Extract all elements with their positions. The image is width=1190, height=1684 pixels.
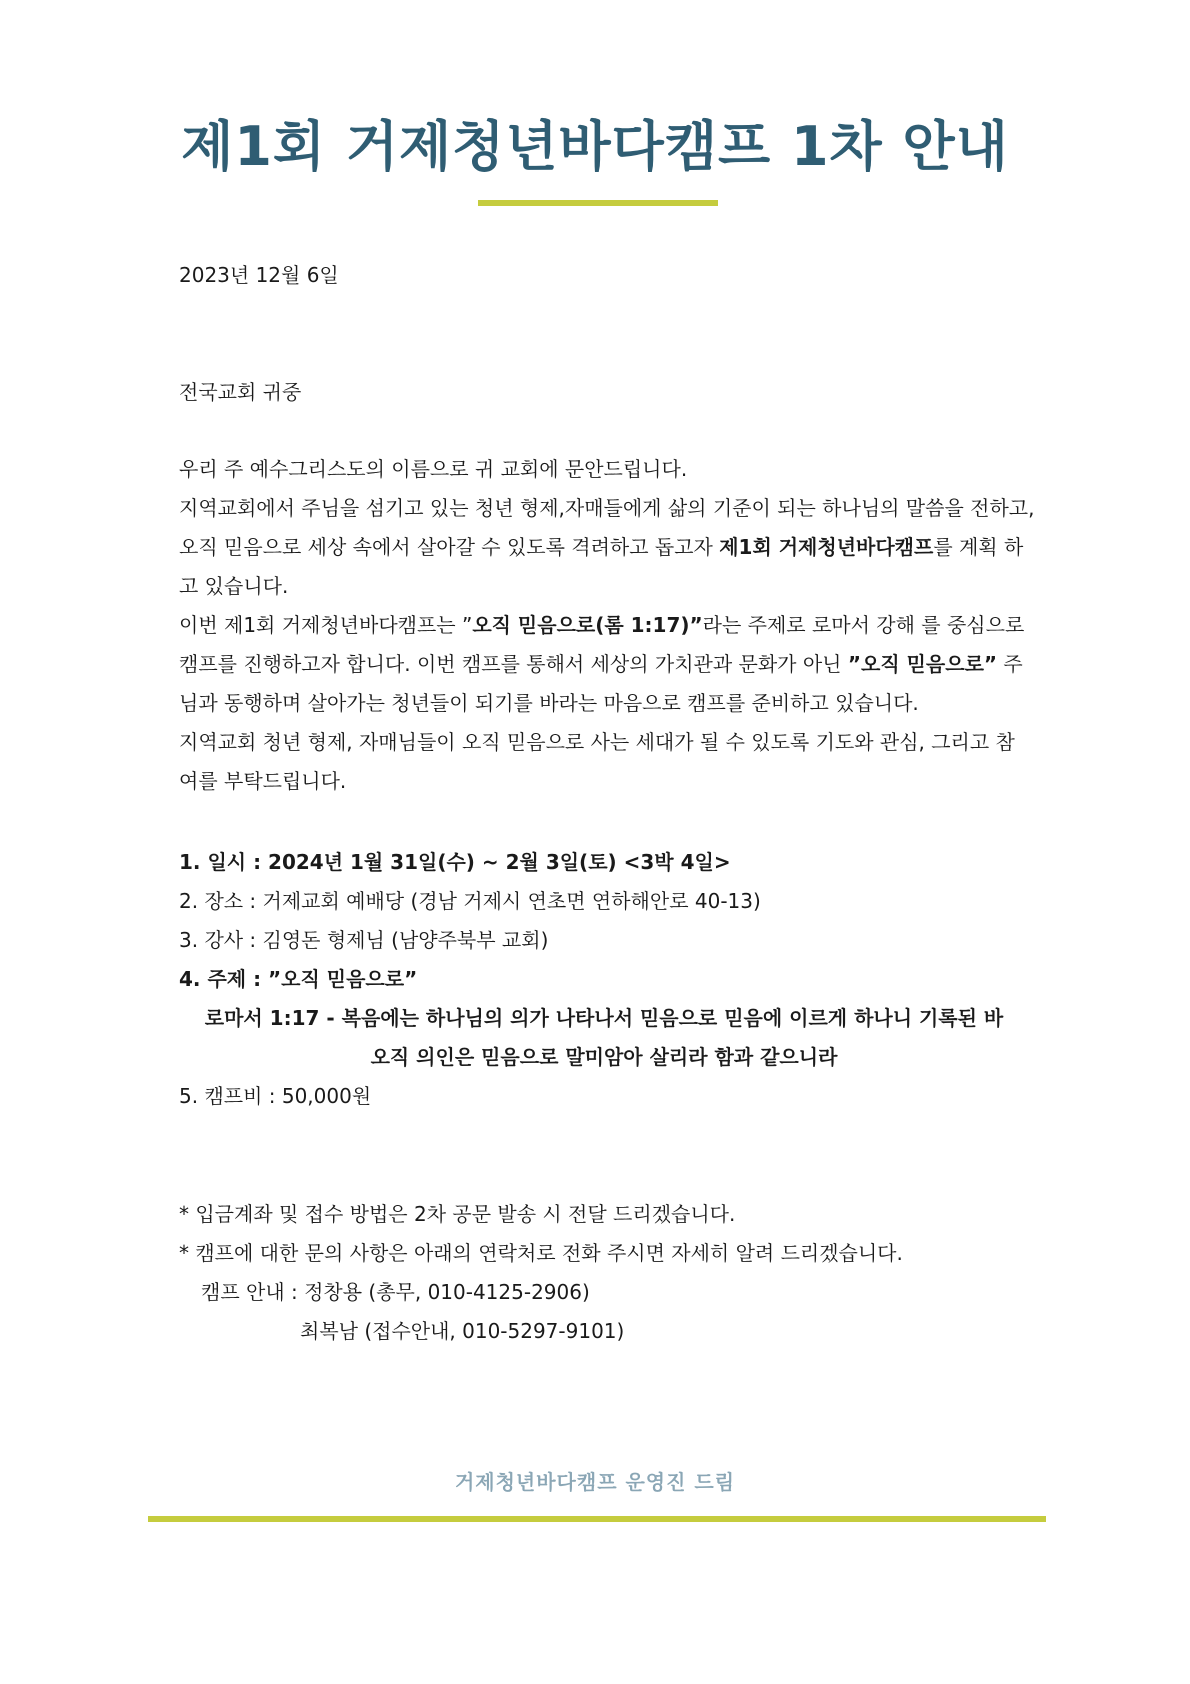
note-payment: * 입금계좌 및 접수 방법은 2차 공문 발송 시 전달 드리겠습니다. [179,1202,736,1226]
recipient: 전국교회 귀중 [179,380,302,404]
contact-secondary: 최복남 (접수안내, 010-5297-9101) [300,1319,625,1343]
body-line: 고 있습니다. [179,574,289,598]
detail-venue: 2. 장소 : 거제교회 예배당 (경남 거제시 연초면 연하해안로 40-13) [179,889,761,913]
notes-section [179,1195,903,1351]
scripture-verse-line2: 오직 의인은 믿음으로 말미암아 살리라 함과 같으니라 [370,1045,838,1069]
body-line: 님과 동행하며 살아가는 청년들이 되기를 바라는 마음으로 캠프를 준비하고 있습니다. [179,691,919,715]
detail-speaker: 3. 강사 : 김영돈 형제님 (남양주북부 교회) [179,928,549,952]
footer-divider [148,1516,1046,1522]
body-line: 지역교회 청년 형제, 자매님들이 오직 믿음으로 사는 세대가 될 수 있도록 기도와 관심, 그리고 참 [179,730,1015,754]
document-title: 제1회 거제청년바다캠프 1차 안내 [181,115,1009,178]
theme-emphasis: ”오직 믿음으로” [847,652,998,676]
body-line [179,528,1029,567]
detail-theme: 4. 주제 : ”오직 믿음으로” [179,967,418,991]
body-text: 오직 믿음으로 세상 속에서 살아갈 수 있도록 격려하고 돕고자 [179,535,720,559]
body-line [179,606,1029,645]
body-text: 캠프를 진행하고자 합니다. 이번 캠프를 통해서 세상의 가치관과 문화가 아닌 [179,652,848,676]
body-line: 지역교회에서 주님을 섬기고 있는 청년 형제,자매들에게 삶의 기준이 되는 하나님의 말씀을 전하고, [179,496,1035,520]
note-inquiry: * 캠프에 대한 문의 사항은 아래의 연락처로 전화 주시면 자세히 알려 드리겠습니다. [179,1241,903,1265]
signature: 거제청년바다캠프 운영진 드림 [454,1470,736,1494]
theme-emphasis: 오직 믿음으로(롬 1:17)” [472,613,703,637]
body-line: 여를 부탁드립니다. [179,769,347,793]
detail-fee: 5. 캠프비 : 50,000원 [179,1084,372,1108]
title-divider [478,200,718,206]
body-line: 우리 주 예수그리스도의 이름으로 귀 교회에 문안드립니다. [179,457,688,481]
body-paragraph [179,450,1035,801]
document-date: 2023년 12월 6일 [179,263,339,287]
camp-name-emphasis: 제1회 거제청년바다캠프 [719,535,934,559]
body-line [179,645,1029,684]
body-text: 이번 제1회 거제청년바다캠프는 ” [179,613,473,637]
body-text: 를 계획 하 [933,535,1024,559]
contact-primary: 캠프 안내 : 정창용 (총무, 010-4125-2906) [201,1280,590,1304]
scripture-verse-line1: 로마서 1:17 - 복음에는 하나님의 의가 나타나서 믿음으로 믿음에 이르게 하나니 기록된 바 [204,1006,1004,1030]
body-text: 주 [997,652,1023,676]
detail-schedule: 1. 일시 : 2024년 1월 31일(수) ~ 2월 3일(토) <3박 4일> [179,850,731,874]
event-details [179,843,1029,1116]
body-text: 라는 주제로 로마서 강해 를 중심으로 [702,613,1025,637]
